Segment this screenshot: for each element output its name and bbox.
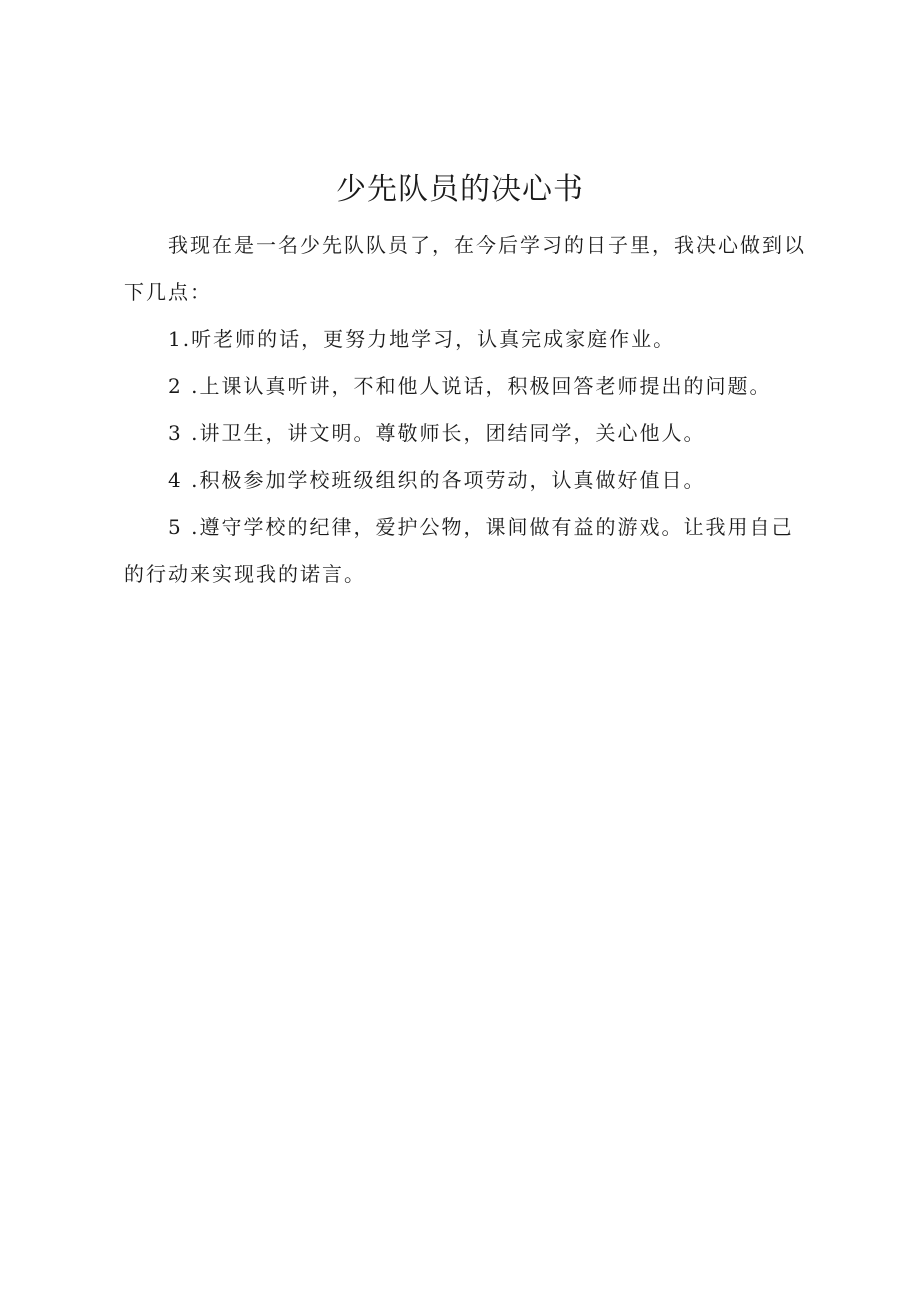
pledge-item-4: 4 .积极参加学校班级组织的各项劳动，认真做好值日。	[168, 468, 706, 492]
document-title: 少先队员的决心书	[336, 172, 584, 207]
pledge-item-1: 1.听老师的话，更努力地学习，认真完成家庭作业。	[168, 327, 676, 351]
pledge-item-3: 3 .讲卫生，讲文明。尊敬师长，团结同学，关心他人。	[168, 421, 706, 445]
intro-paragraph: 我现在是一名少先队队员了，在今后学习的日子里，我决心做到以下几点：	[124, 233, 806, 304]
document-body	[124, 222, 814, 598]
pledge-item-5: 5 .遵守学校的纪律，爱护公物，课间做有益的游戏。让我用自己的行动来实现我的诺言。	[124, 515, 794, 586]
pledge-item-2: 2 .上课认真听讲，不和他人说话，积极回答老师提出的问题。	[168, 374, 772, 398]
